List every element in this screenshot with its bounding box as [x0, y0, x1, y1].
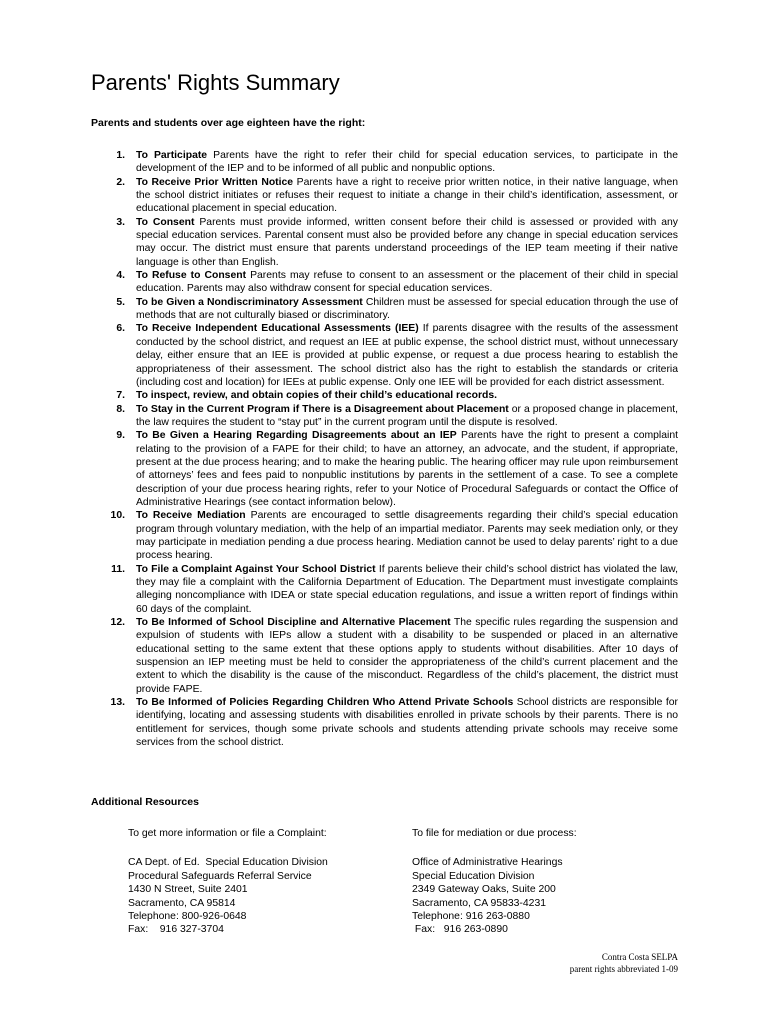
item-heading: To Participate: [136, 150, 208, 161]
right-item-4: [91, 269, 678, 296]
item-heading: To Be Informed of School Discipline and Alternative Placement: [136, 617, 451, 629]
item-number: 4.: [116, 270, 125, 282]
right-item-9: [91, 429, 678, 509]
item-text: The specific rules regarding the suspension and expulsion of students with IEPs allow a student with a disability to be suspended or placed in an alternative educational setting to the same extent that these options apply to students without disabilities. After 10 days of suspension an IEP meeting must be held to consider the appropriateness of the child’s current placement and the extent to which the disability is the cause of the misconduct. Regardless of the child’s placement, the district must provide FAPE.: [136, 617, 679, 695]
right-item-7: [91, 389, 678, 402]
item-text: Parents may refuse to consent to an assessment or the placement of their child in special education. Parents may also withdraw consent for special education services.: [136, 270, 679, 295]
right-item-13: [91, 696, 678, 749]
contact-fax: Fax: 916 327-3704: [128, 924, 224, 936]
item-heading: To inspect, review, and obtain copies of their child’s educational records.: [136, 390, 498, 402]
item-number: 11.: [111, 563, 125, 575]
item-text: If parents disagree with the results of the assessment conducted by the school district, and request an IEE at public expense, the school district must, without unnecessary delay, either ensure that an IEE is provided at public expense, or request a due process hearing to establish the appropriateness of their assessment. The school district also has the right to establish the standards or criteria (including cost and location) for IEEs at public expense. Only one IEE will be provided for each district assessment.: [136, 323, 678, 388]
contact-line: Office of Administrative Hearings: [412, 857, 563, 869]
item-number: 8.: [116, 403, 125, 415]
footer-document-id: parent rights abbreviated 1-09: [569, 963, 678, 974]
item-heading: To Be Given a Hearing Regarding Disagreements about an IEP: [136, 430, 457, 442]
right-item-10: [91, 509, 678, 562]
item-text: If parents believe their child’s school district has violated the law, they may file a complaint with the California Department of Education. The Department must investigate complaints alleging noncompliance with IDEA or state special education regulations, and issue a written report of findings within 60 days of the complaint.: [136, 563, 678, 615]
item-heading: To Receive Independent Educational Assessments (IEE): [136, 323, 419, 335]
right-item-1: [91, 149, 678, 176]
item-heading: To Receive Prior Written Notice: [136, 176, 294, 188]
contact-line: CA Dept. of Ed. Special Education Division: [128, 857, 328, 869]
item-number: 9.: [116, 430, 125, 442]
right-item-6: [91, 322, 678, 389]
item-heading: To Receive Mediation: [136, 510, 246, 522]
contact-line: Special Education Division: [412, 870, 535, 882]
rights-list: [91, 149, 678, 749]
contact-line: 2349 Gateway Oaks, Suite 200: [412, 884, 556, 896]
contact-lead: To get more information or file a Complaint:: [128, 828, 327, 839]
item-heading: To be Given a Nondiscriminatory Assessment: [136, 296, 363, 308]
right-item-11: [91, 563, 678, 616]
contact-fax: Fax: 916 263-0890: [412, 924, 508, 936]
item-heading: To File a Complaint Against Your School District: [136, 563, 376, 575]
item-text: Parents must provide informed, written consent before their child is assessed or provided with any special education services. Parental consent must also be provided before any change in special education services may occur. The district must ensure that parents understand proceedings of the IEP team meeting if their native language is other than English.: [136, 216, 679, 268]
contact-telephone: Telephone: 800-926-0648: [128, 911, 247, 923]
item-number: 3.: [116, 216, 125, 228]
item-number: 10.: [110, 510, 125, 522]
footer-organization: Contra Costa SELPA: [601, 952, 678, 962]
item-number: 1.: [116, 150, 125, 161]
resources-heading: Additional Resources: [91, 796, 199, 808]
item-text: School districts are responsible for identifying, locating and assessing students with disabilities enrolled in private schools by their parents. There is no entitlement for services, though some private schools and students attending private schools may receive some services from the school district.: [136, 697, 678, 749]
right-item-5: [91, 296, 678, 323]
item-heading: To Consent: [136, 216, 195, 228]
complaint-contact-block: [128, 827, 328, 937]
item-number: 12.: [110, 617, 125, 629]
item-text: or a proposed change in placement, the law requires the student to “stay put” in the current program until the dispute is resolved.: [136, 403, 679, 428]
intro-statement: Parents and students over age eighteen have the right:: [91, 117, 366, 129]
item-text: Parents have the right to refer their child for special education services, to participate in the development of the IEP and to be informed of all public and nonpublic options.: [136, 150, 678, 175]
item-number: 7.: [116, 390, 125, 402]
item-number: 6.: [116, 323, 125, 335]
item-heading: To Be Informed of Policies Regarding Children Who Attend Private Schools: [136, 697, 514, 709]
item-heading: To Stay in the Current Program if There is a Disagreement about Placement: [136, 403, 509, 415]
item-number: 5.: [116, 296, 125, 308]
contact-line: Procedural Safeguards Referral Service: [128, 870, 312, 882]
item-text: Parents have the right to present a complaint relating to the provision of a FAPE for their child; to have an attorney, an advocate, and the student, if appropriate, present at the due process hearing; and to make the hearing public. The hearing officer may rule upon reimbursement of attorneys’ fees and fees paid to nonpublic institutions by parents in the settlement of a case. To see a complete description of your due process hearing rights, refer to your Notice of Procedural Safeguards or contact the Office of Administrative Hearings (see contact information below).: [136, 430, 678, 508]
right-item-3: [91, 216, 678, 269]
item-text: Parents have a right to receive prior written notice, in their native language, when the school district initiates or refuses their request to initiate a change in their child’s identification, assessment, or educational placement in special education.: [136, 176, 678, 215]
right-item-2: [91, 176, 678, 216]
contact-telephone: Telephone: 916 263-0880: [412, 911, 530, 923]
item-number: 2.: [116, 176, 125, 188]
page-title: Parents' Rights Summary: [91, 70, 340, 95]
item-text: Parents are encouraged to settle disagreements regarding their child’s special education program through voluntary mediation, with the help of an impartial mediator. Parents may seek mediation only, or they may participate in mediation pending a due process hearing. Mediation cannot be used to delay parents’ right to a due process hearing.: [136, 510, 679, 562]
right-item-8: [91, 403, 678, 430]
right-item-12: [91, 616, 678, 696]
contact-line: Sacramento, CA 95833-4231: [412, 897, 547, 909]
item-heading: To Refuse to Consent: [136, 270, 247, 282]
item-text: Children must be assessed for special education through the use of methods that are not culturally biased or discriminatory.: [136, 296, 678, 322]
document-footer: [570, 952, 678, 975]
contact-line: Sacramento, CA 95814: [128, 897, 236, 909]
contact-lead: To file for mediation or due process:: [412, 828, 577, 839]
mediation-contact-block: [412, 827, 577, 937]
item-number: 13.: [110, 697, 125, 709]
contact-line: 1430 N Street, Suite 2401: [128, 884, 248, 896]
